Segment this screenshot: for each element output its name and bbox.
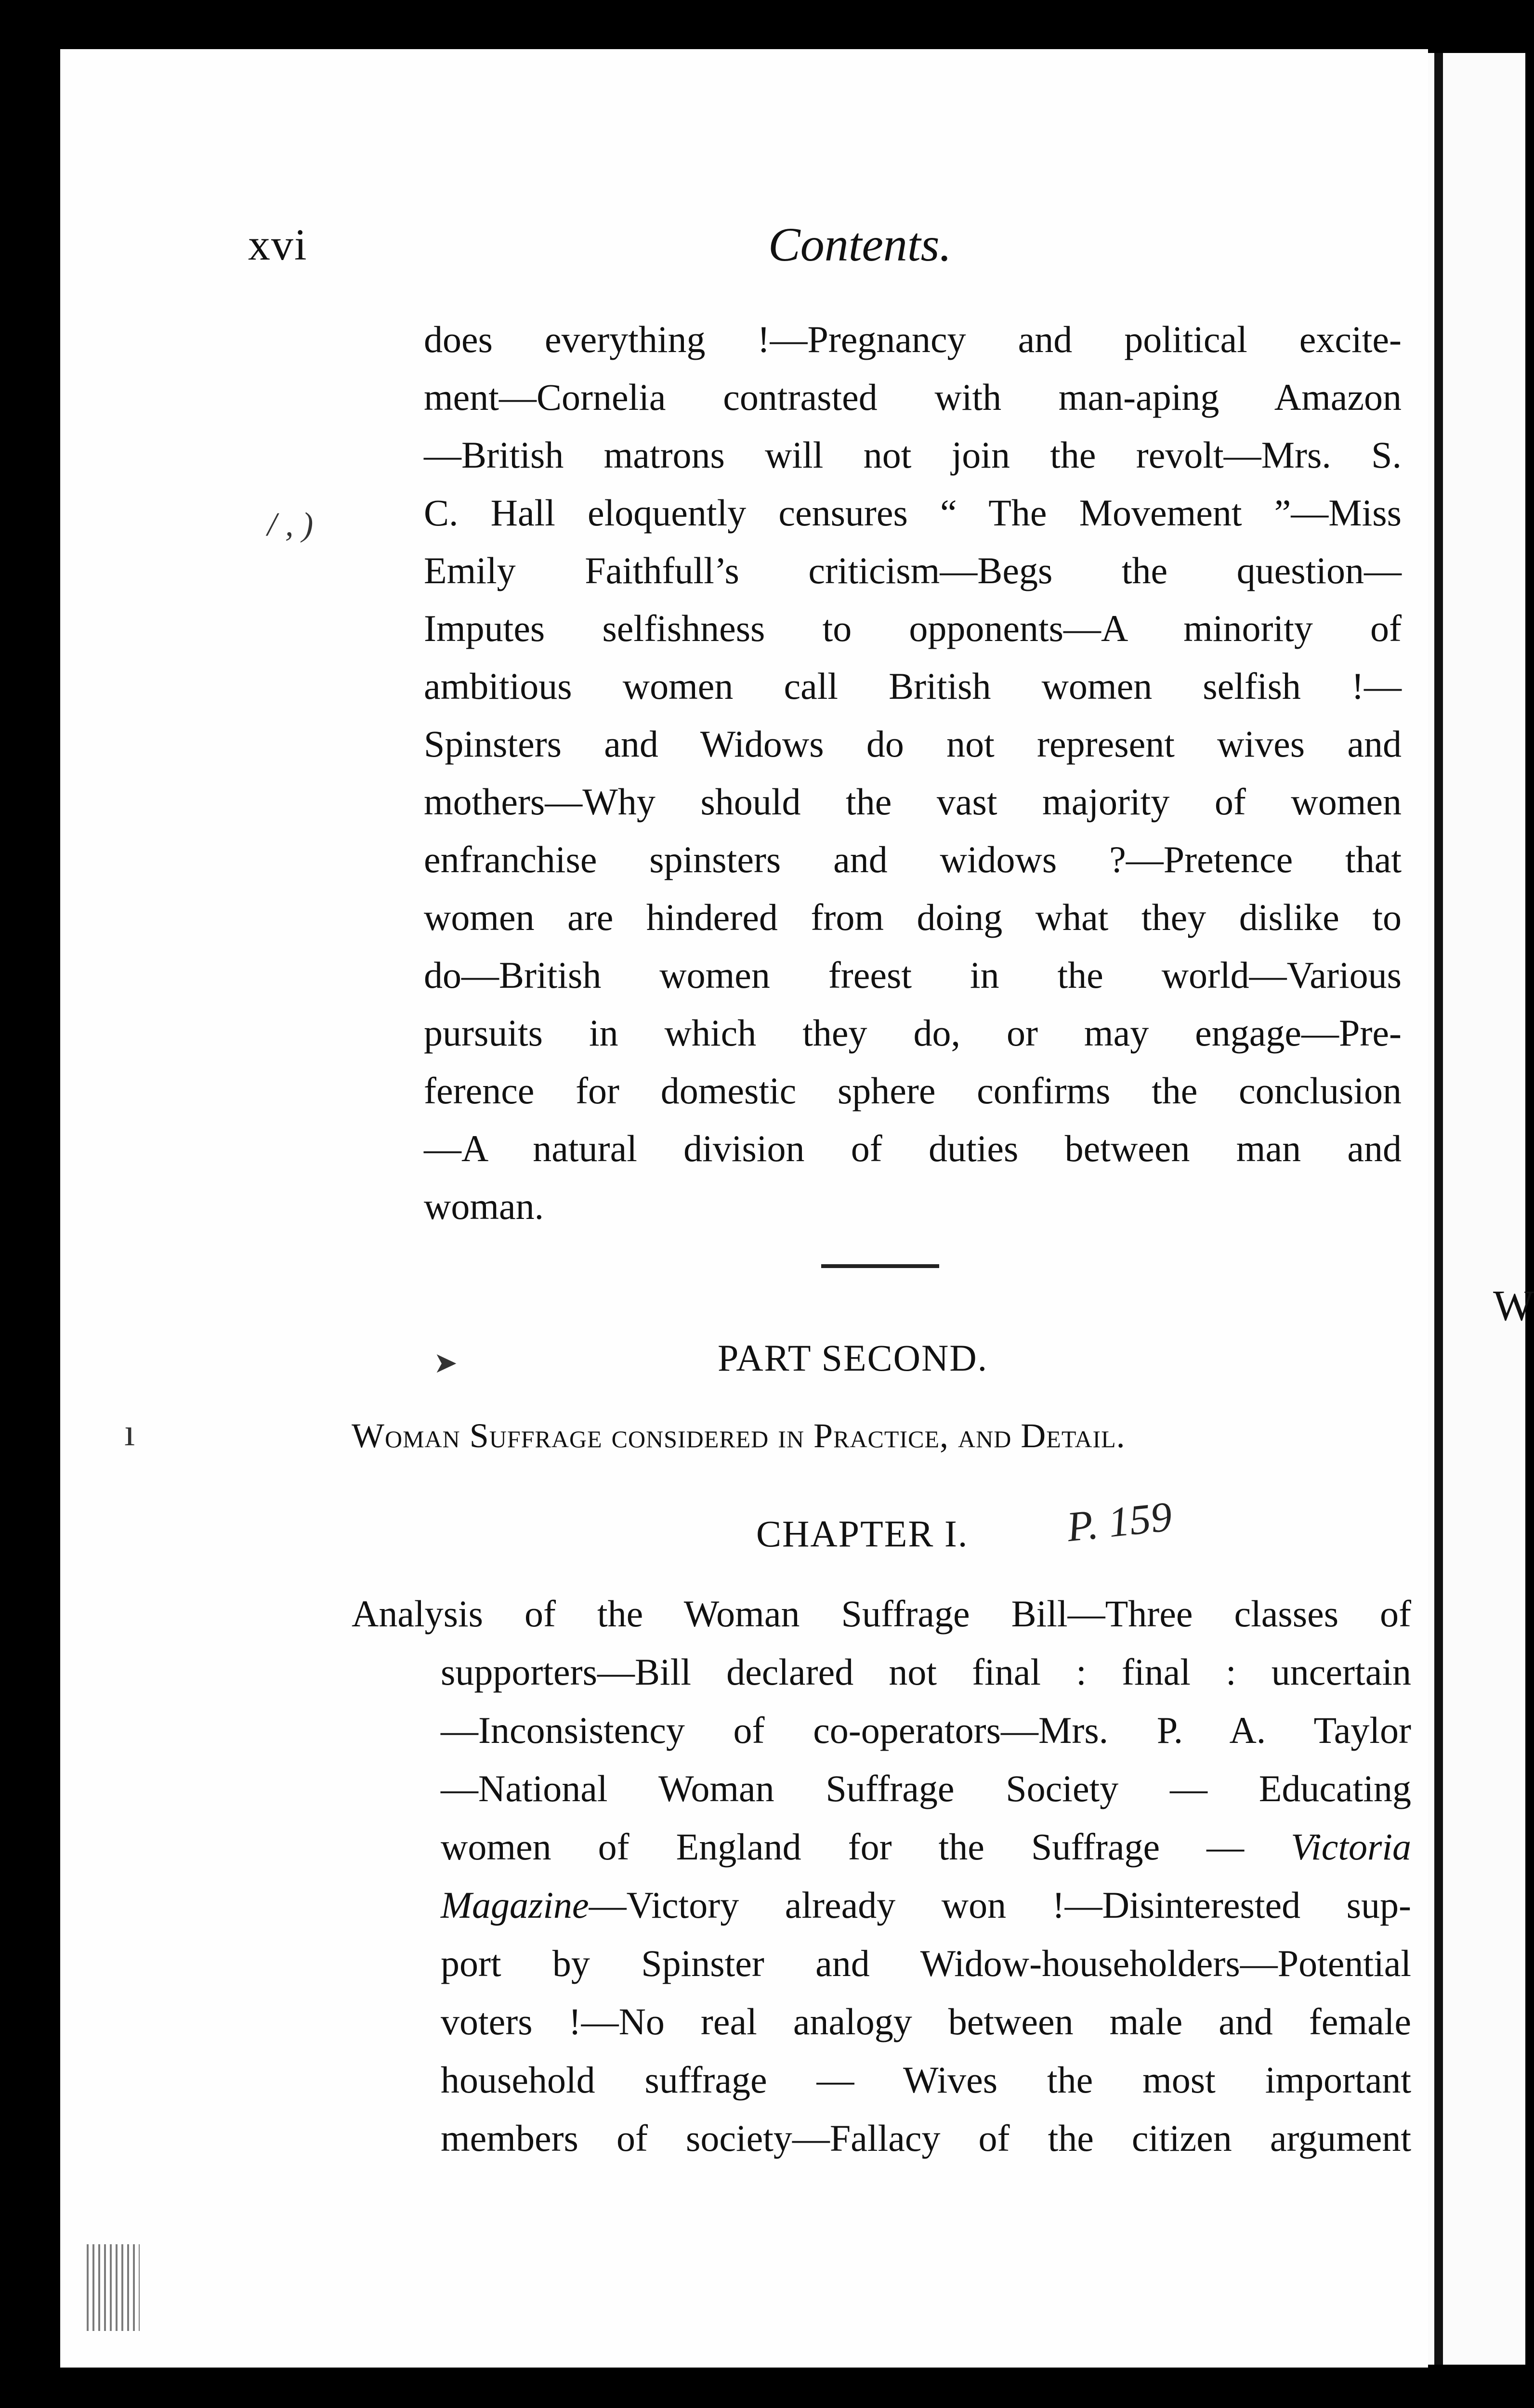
- text-line: woman.: [424, 1185, 544, 1227]
- page-gutter-shadow: [1434, 53, 1443, 2365]
- text-line: enfranchise spinsters and widows ?—Pretence that: [424, 838, 1402, 880]
- text-line: —A natural division of duties between man and: [424, 1127, 1402, 1169]
- text-line: women are hindered from doing what they dislike to: [424, 896, 1402, 938]
- text-line: —National Woman Suffrage Society — Educating: [441, 1767, 1411, 1809]
- chapter-summary: [352, 1584, 1411, 2167]
- margin-pencil-mark: ➤: [433, 1347, 458, 1379]
- handwritten-page-note: P. 159: [1064, 1493, 1174, 1551]
- text-line-magazine: [352, 1876, 1411, 1934]
- part-heading: PART SECOND.: [718, 1337, 988, 1379]
- text-line: ference for domestic sphere confirms the conclusion: [424, 1070, 1402, 1112]
- running-head: Contents.: [768, 218, 952, 271]
- text-segment: women of England for the Suffrage —: [441, 1826, 1245, 1868]
- text-line: household suffrage — Wives the most important: [441, 2059, 1411, 2101]
- margin-pencil-mark: ı: [124, 1412, 135, 1454]
- text-line: pursuits in which they do, or may engage—Pre-: [424, 1012, 1402, 1054]
- text-line: do—British women freest in the world—Various: [424, 954, 1402, 996]
- chapter-heading: CHAPTER I.: [756, 1513, 969, 1555]
- text-line: Imputes selfishness to opponents—A minority of: [424, 607, 1402, 649]
- text-line: voters !—No real analogy between male and female: [441, 2001, 1411, 2042]
- page-number: xvi: [248, 220, 308, 269]
- text-segment: —Victory already won !—Disinterested sup-: [589, 1884, 1411, 1926]
- text-line: Emily Faithfull’s criticism—Begs the question—: [424, 550, 1402, 591]
- text-line: supporters—Bill declared not final : final : uncertain: [441, 1651, 1411, 1693]
- text-line: members of society—Fallacy of the citizen argument: [441, 2117, 1411, 2159]
- text-line: —Inconsistency of co-operators—Mrs. P. A. Taylor: [441, 1709, 1411, 1751]
- italic-title: Magazine: [441, 1884, 589, 1926]
- text-line: mothers—Why should the vast majority of women: [424, 781, 1402, 823]
- contents-section-1: [424, 311, 1402, 1235]
- text-line: ambitious women call British women selfish !—: [424, 665, 1402, 707]
- text-line: C. Hall eloquently censures “ The Movement ”—Miss: [424, 492, 1402, 534]
- part-subtitle: Woman Suffrage considered in Practice, and Detail.: [352, 1416, 1126, 1455]
- text-line: —British matrons will not join the revolt—Mrs. S.: [424, 434, 1402, 476]
- binding-thread-marks: [87, 2244, 140, 2331]
- text-line: does everything !—Pregnancy and political excite-: [424, 318, 1402, 360]
- facing-page-letter: W: [1493, 1282, 1534, 1330]
- text-line: Analysis of the Woman Suffrage Bill—Three classes of: [352, 1593, 1411, 1635]
- section-divider: [821, 1264, 939, 1268]
- text-line: Spinsters and Widows do not represent wives and: [424, 723, 1402, 765]
- text-line: port by Spinster and Widow-householders—Potential: [441, 1942, 1411, 1984]
- text-line: ment—Cornelia contrasted with man-aping Amazon: [424, 376, 1402, 418]
- italic-title: Victoria: [1291, 1826, 1412, 1868]
- text-line-victoria: [352, 1818, 1411, 1876]
- margin-pencil-mark: / , ): [267, 506, 314, 543]
